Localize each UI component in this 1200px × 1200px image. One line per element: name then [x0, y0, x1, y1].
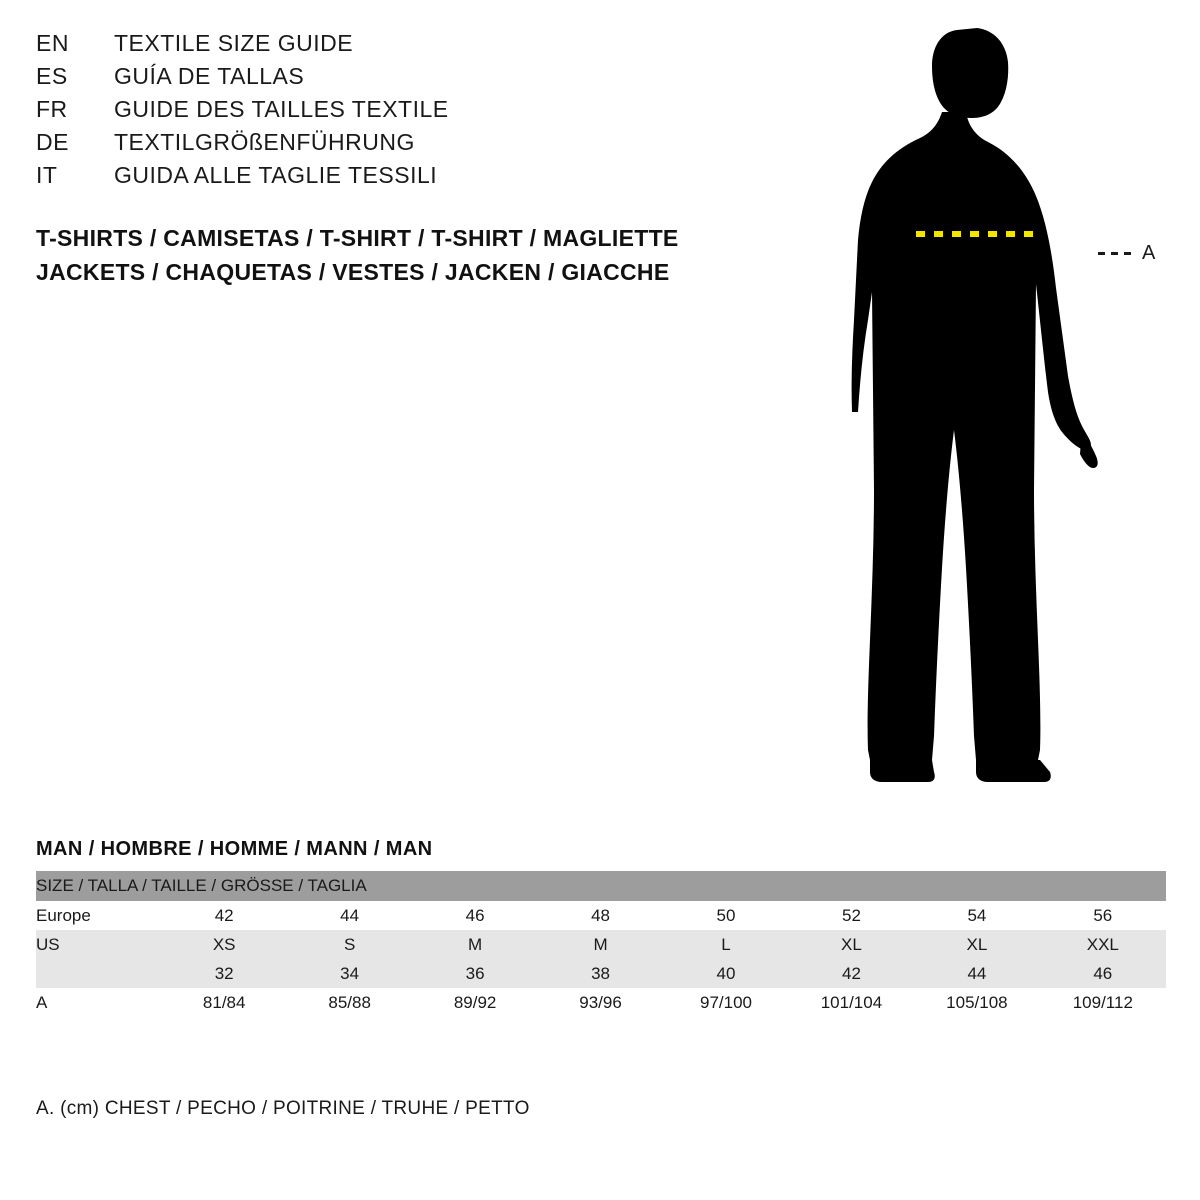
cell: 101/104 [789, 988, 914, 1017]
language-title: TEXTILGRÖßENFÜHRUNG [114, 129, 415, 155]
cell: 97/100 [663, 988, 788, 1017]
cell: 50 [663, 901, 788, 930]
cell: 85/88 [287, 988, 412, 1017]
cell: 54 [914, 901, 1039, 930]
cell: 44 [287, 901, 412, 930]
language-code: FR [36, 96, 68, 122]
cell: 40 [663, 959, 788, 988]
table-header-row [36, 871, 1166, 901]
size-table [36, 871, 1166, 1017]
row-label: Europe [36, 901, 161, 930]
cell: 46 [412, 901, 537, 930]
cell: 52 [789, 901, 914, 930]
cell: L [663, 930, 788, 959]
footnote: A. (cm) CHEST / PECHO / POITRINE / TRUHE / PETTO [36, 1098, 530, 1119]
language-row [36, 96, 736, 129]
cell: 89/92 [412, 988, 537, 1017]
cell: M [412, 930, 537, 959]
cell: M [538, 930, 663, 959]
garment-types-block [36, 221, 796, 289]
language-title-block [36, 30, 736, 195]
cell: 32 [161, 959, 286, 988]
language-title: TEXTILE SIZE GUIDE [114, 30, 354, 56]
size-table-section [36, 838, 1166, 1017]
cell: 44 [914, 959, 1039, 988]
garment-line-jackets: JACKETS / CHAQUETAS / VESTES / JACKEN / GIACCHE [36, 259, 670, 285]
cell: 81/84 [161, 988, 286, 1017]
cell: 56 [1040, 901, 1166, 930]
language-title: GUIDA ALLE TAGLIE TESSILI [114, 162, 438, 188]
language-code: IT [36, 162, 58, 188]
language-code: ES [36, 63, 68, 89]
cell: 46 [1040, 959, 1166, 988]
table-row [36, 959, 1166, 988]
language-row [36, 63, 736, 96]
cell: S [287, 930, 412, 959]
language-code: EN [36, 30, 69, 56]
cell: 48 [538, 901, 663, 930]
language-title: GUÍA DE TALLAS [114, 63, 305, 89]
body-figure [820, 20, 1180, 790]
garment-line-tshirts: T-SHIRTS / CAMISETAS / T-SHIRT / T-SHIRT / MAGLIETTE [36, 225, 679, 251]
language-row [36, 129, 736, 162]
table-row [36, 901, 1166, 930]
table-header-label: SIZE / TALLA / TAILLE / GRÖSSE / TAGLIA [36, 871, 1166, 901]
row-label: A [36, 988, 161, 1017]
row-label: US [36, 930, 161, 959]
cell: 105/108 [914, 988, 1039, 1017]
table-heading: MAN / HOMBRE / HOMME / MANN / MAN [36, 838, 433, 860]
language-title: GUIDE DES TAILLES TEXTILE [114, 96, 449, 122]
cell: XXL [1040, 930, 1166, 959]
cell: XS [161, 930, 286, 959]
measure-label-a: A [1142, 242, 1156, 264]
cell: XL [789, 930, 914, 959]
cell: 34 [287, 959, 412, 988]
language-row [36, 162, 736, 195]
cell: 36 [412, 959, 537, 988]
cell: XL [914, 930, 1039, 959]
male-silhouette-icon [820, 20, 1180, 790]
cell: 38 [538, 959, 663, 988]
cell: 109/112 [1040, 988, 1166, 1017]
row-label [36, 959, 161, 988]
language-code: DE [36, 129, 69, 155]
cell: 93/96 [538, 988, 663, 1017]
table-row [36, 988, 1166, 1017]
measure-leader-line [1098, 252, 1134, 255]
cell: 42 [161, 901, 286, 930]
cell: 42 [789, 959, 914, 988]
table-row [36, 930, 1166, 959]
language-row [36, 30, 736, 63]
